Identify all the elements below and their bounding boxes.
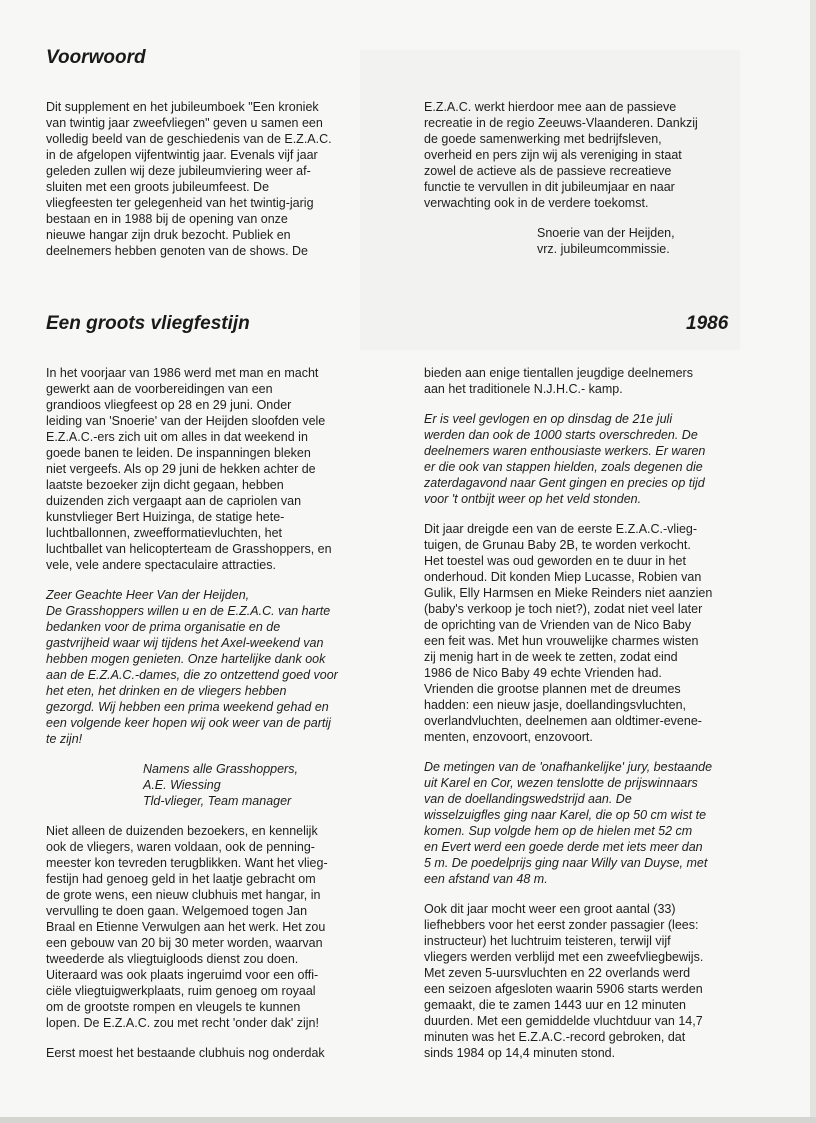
text-line: van de doellandingswedstrijd aan. De (424, 792, 632, 806)
text-line: aan de E.Z.A.C.-dames, die zo ontzettend goed voor (46, 668, 338, 682)
text-line: gewerkt aan de voorbereidingen van een (46, 382, 273, 396)
text-line: duizenden zich vergaapt aan de capriolen van (46, 494, 302, 508)
text-line: onderhoud. Dit konden Miep Lucasse, Robien van (424, 570, 702, 584)
quote-paragraph (46, 587, 376, 747)
text-line: gastvrijheid waar wij tijdens het Axel-weekend van (46, 636, 324, 650)
text-line: Het toestel was oud geworden en te duur in het (424, 554, 686, 568)
text-line: grandioos vliegfeest op 28 en 29 juni. Onder (46, 398, 292, 412)
text-line: vliegers werden verblijd met een zweefvliegbewijs. (424, 950, 704, 964)
voorwoord-paragraph (424, 99, 764, 211)
text-line: overlandvluchten, deelnemen aan oldtimer-evene- (424, 714, 702, 728)
text-line: 5 m. De poedelprijs ging naar Willy van Duyse, met (424, 856, 708, 870)
text-line: menten, enzovoort, enzovoort. (424, 730, 593, 744)
text-line: een gebouw van 20 bij 30 meter worden, waarvan (46, 936, 323, 950)
heading-vliegfestijn: Een groots vliegfestijn (46, 313, 250, 334)
text-line: tweederde als vliegtuigloods dienst zou doen. (46, 952, 299, 966)
text-line: vele, vele andere spectaculaire attracties. (46, 558, 276, 572)
text-line: De Grasshoppers willen u en de E.Z.A.C. van harte (46, 604, 331, 618)
text-line: zaterdagavond naar Gent gingen en precies op tijd (424, 476, 705, 490)
text-line: recreatie in de regio Zeeuws-Vlaanderen. Dankzij (424, 116, 698, 130)
text-line: Er is veel gevlogen en op dinsdag de 21e juli (424, 412, 673, 426)
text-line: gezorgd. Wij hebben een prima weekend gehad en (46, 700, 329, 714)
text-line: liefhebbers voor het eerst zonder passagier (lees: (424, 918, 699, 932)
text-line: Uiteraard was ook plaats ingeruimd voor een offi- (46, 968, 319, 982)
signature-block (424, 225, 764, 257)
text-line: A.E. Wiessing (143, 778, 221, 792)
text-line: leiding van 'Snoerie' van der Heijden sloofden vele (46, 414, 326, 428)
text-line: te zijn! (46, 732, 83, 746)
text-line: niet vergeefs. Als op 29 juni de hekken achter de (46, 462, 316, 476)
text-line: Dit supplement en het jubileumboek "Een kroniek (46, 100, 319, 114)
voorwoord-right-column (424, 99, 764, 257)
text-line: voor 't ontbijt weer op het veld stonden. (424, 492, 642, 506)
text-line: nieuwe hangar zijn druk bezocht. Publiek en (46, 228, 291, 242)
text-line: van twintig jaar zweefvliegen" geven u samen een (46, 116, 323, 130)
text-line: festijn had genoeg geld in het laatje gebracht om (46, 872, 316, 886)
text-line: 1986 de Nico Baby 49 echte Vrienden had. (424, 666, 662, 680)
text-line: bieden aan enige tientallen jeugdige deelnemers (424, 366, 693, 380)
text-line: tuigen, de Grunau Baby 2B, te worden verkocht. (424, 538, 691, 552)
voorwoord-paragraph (46, 99, 376, 259)
text-line: Zeer Geachte Heer Van der Heijden, (46, 588, 250, 602)
text-line: duurden. Met een gemiddelde vluchtduur van 14,7 (424, 1014, 703, 1028)
text-line: deelnemers hebben genoten van de shows. De (46, 244, 308, 258)
text-line: meester kon tevreden terugblikken. Want het vlieg- (46, 856, 328, 870)
text-line: komen. Sup volgde hem op de hielen met 52 cm (424, 824, 693, 838)
text-line: E.Z.A.C. werkt hierdoor mee aan de passieve (424, 100, 677, 114)
article-right-column (424, 365, 764, 1075)
text-line: de oprichting van de Vrienden van de Nico Baby (424, 618, 692, 632)
heading-year: 1986 (686, 313, 729, 334)
heading-voorwoord: Voorwoord (46, 47, 146, 68)
text-line: (baby's verkoop je toch niet?), zodat niet veel later (424, 602, 703, 616)
text-line: In het voorjaar van 1986 werd met man en macht (46, 366, 319, 380)
text-line: en Evert werd een goede derde met iets meer dan (424, 840, 703, 854)
text-line: uit Karel en Cor, wezen tenslotte de prijswinnaars (424, 776, 698, 790)
article-left-column (46, 365, 376, 1075)
text-line: ook de vliegers, waren voldaan, ook de penning- (46, 840, 315, 854)
text-line: bedanken voor de prima organisatie en de (46, 620, 281, 634)
text-line: volledig beeld van de geschiedenis van de E.Z.A.C. (46, 132, 332, 146)
text-line: een seizoen afgesloten waarin 5906 starts werden (424, 982, 703, 996)
text-line: Dit jaar dreigde een van de eerste E.Z.A.C.-vlieg- (424, 522, 698, 536)
text-line: een feit was. Met hun vrouwelijke charmes wisten (424, 634, 699, 648)
text-line: functie te vervullen in dit jubileumjaar en naar (424, 180, 675, 194)
text-line: minuten was het E.Z.A.C.-record gebroken, dat (424, 1030, 686, 1044)
text-line: het eten, het drinken en de vliegers hebben (46, 684, 287, 698)
text-line: sinds 1984 op 14,4 minuten stond. (424, 1046, 616, 1060)
text-line: kunstvlieger Bert Huizinga, de statige hete- (46, 510, 285, 524)
text-line: Snoerie van der Heijden, (537, 226, 675, 240)
text-line: Gulik, Elly Harmsen en Mieke Reinders niet aanzien (424, 586, 713, 600)
signature-block (46, 761, 376, 809)
text-line: wisselzuigfles ging naar Karel, die op 50 cm wist te (424, 808, 707, 822)
text-line: Ook dit jaar mocht weer een groot aantal (33) (424, 902, 676, 916)
text-line: De metingen van de 'onafhankelijke' jury, bestaande (424, 760, 713, 774)
text-line: hebben mogen genieten. Onze hartelijke dank ook (46, 652, 326, 666)
text-line: zij menig hart in de week te zetten, zodat eind (424, 650, 678, 664)
text-line: de grote wens, een nieuw clubhuis met hangar, in (46, 888, 321, 902)
quote-paragraph (424, 759, 764, 887)
voorwoord-left-column (46, 99, 376, 273)
page-edge-bottom (0, 1117, 816, 1123)
text-line: een afstand van 48 m. (424, 872, 548, 886)
text-line: luchtballonnen, zweefformatievluchten, het (46, 526, 283, 540)
text-line: ciële vliegtuigwerkplaats, ruim genoeg om royaal (46, 984, 316, 998)
text-line: Tld-vlieger, Team manager (143, 794, 292, 808)
text-line: gemaakt, die te zamen 1443 uur en 12 minuten (424, 998, 686, 1012)
article-paragraph (424, 901, 764, 1061)
text-line: E.Z.A.C.-ers zich uit om alles in dat weekend in (46, 430, 308, 444)
article-paragraph (46, 823, 376, 1031)
text-line: werden dan ook de 1000 starts overschreden. De (424, 428, 698, 442)
text-line: de goede samenwerking met bedrijfsleven, (424, 132, 662, 146)
text-line: deelnemers waren enthousiaste werkers. Er waren (424, 444, 706, 458)
text-line: geleden zullen wij deze jubileumviering weer af- (46, 164, 311, 178)
text-line: Niet alleen de duizenden bezoekers, en kennelijk (46, 824, 318, 838)
text-line: instructeur) het luchtruim teisteren, terwijl vijf (424, 934, 671, 948)
article-paragraph (46, 1045, 376, 1061)
text-line: zowel de actieve als de passieve recreatieve (424, 164, 672, 178)
text-line: overheid en pers zijn wij als vereniging in staat (424, 148, 682, 162)
text-line: een volgende keer hopen wij ook weer van de partij (46, 716, 331, 730)
text-line: vrz. jubileumcommissie. (537, 242, 670, 256)
text-line: hadden: een nieuw jasje, doellandingsvluchten, (424, 698, 686, 712)
text-line: Vrienden die grootse plannen met de dreumes (424, 682, 681, 696)
article-paragraph (424, 521, 764, 745)
text-line: er die ook van stappen hielden, zoals degenen die (424, 460, 703, 474)
quote-paragraph (424, 411, 764, 507)
text-line: bestaan en in 1988 bij de opening van onze (46, 212, 288, 226)
text-line: vervulling te doen gaan. Welgemoed togen Jan (46, 904, 308, 918)
text-line: aan het traditionele N.J.H.C.- kamp. (424, 382, 623, 396)
text-line: luchtballet van helicopterteam de Grasshoppers, en (46, 542, 332, 556)
text-line: Met zeven 5-uursvluchten en 22 overlands werd (424, 966, 691, 980)
text-line: om de grootste rompen en vleugels te kunnen (46, 1000, 301, 1014)
text-line: Eerst moest het bestaande clubhuis nog onderdak (46, 1046, 325, 1060)
text-line: goede banen te leiden. De inspanningen bleken (46, 446, 311, 460)
text-line: verwachting ook in de verdere toekomst. (424, 196, 649, 210)
text-line: Namens alle Grasshoppers, (143, 762, 298, 776)
text-line: lopen. De E.Z.A.C. zou met recht 'onder dak' zijn! (46, 1016, 319, 1030)
text-line: in de afgelopen vijfentwintig jaar. Evenals vijf jaar (46, 148, 318, 162)
article-paragraph (424, 365, 764, 397)
text-line: Braal en Etienne Verwulgen aan het werk. Het zou (46, 920, 326, 934)
page-edge-right (810, 0, 816, 1123)
text-line: sluiten met een groots jubileumfeest. De (46, 180, 270, 194)
article-paragraph (46, 365, 376, 573)
text-line: vliegfeesten ter gelegenheid van het twintig-jarig (46, 196, 314, 210)
text-line: laatste bezoeker zijn dicht gegaan, hebben (46, 478, 284, 492)
